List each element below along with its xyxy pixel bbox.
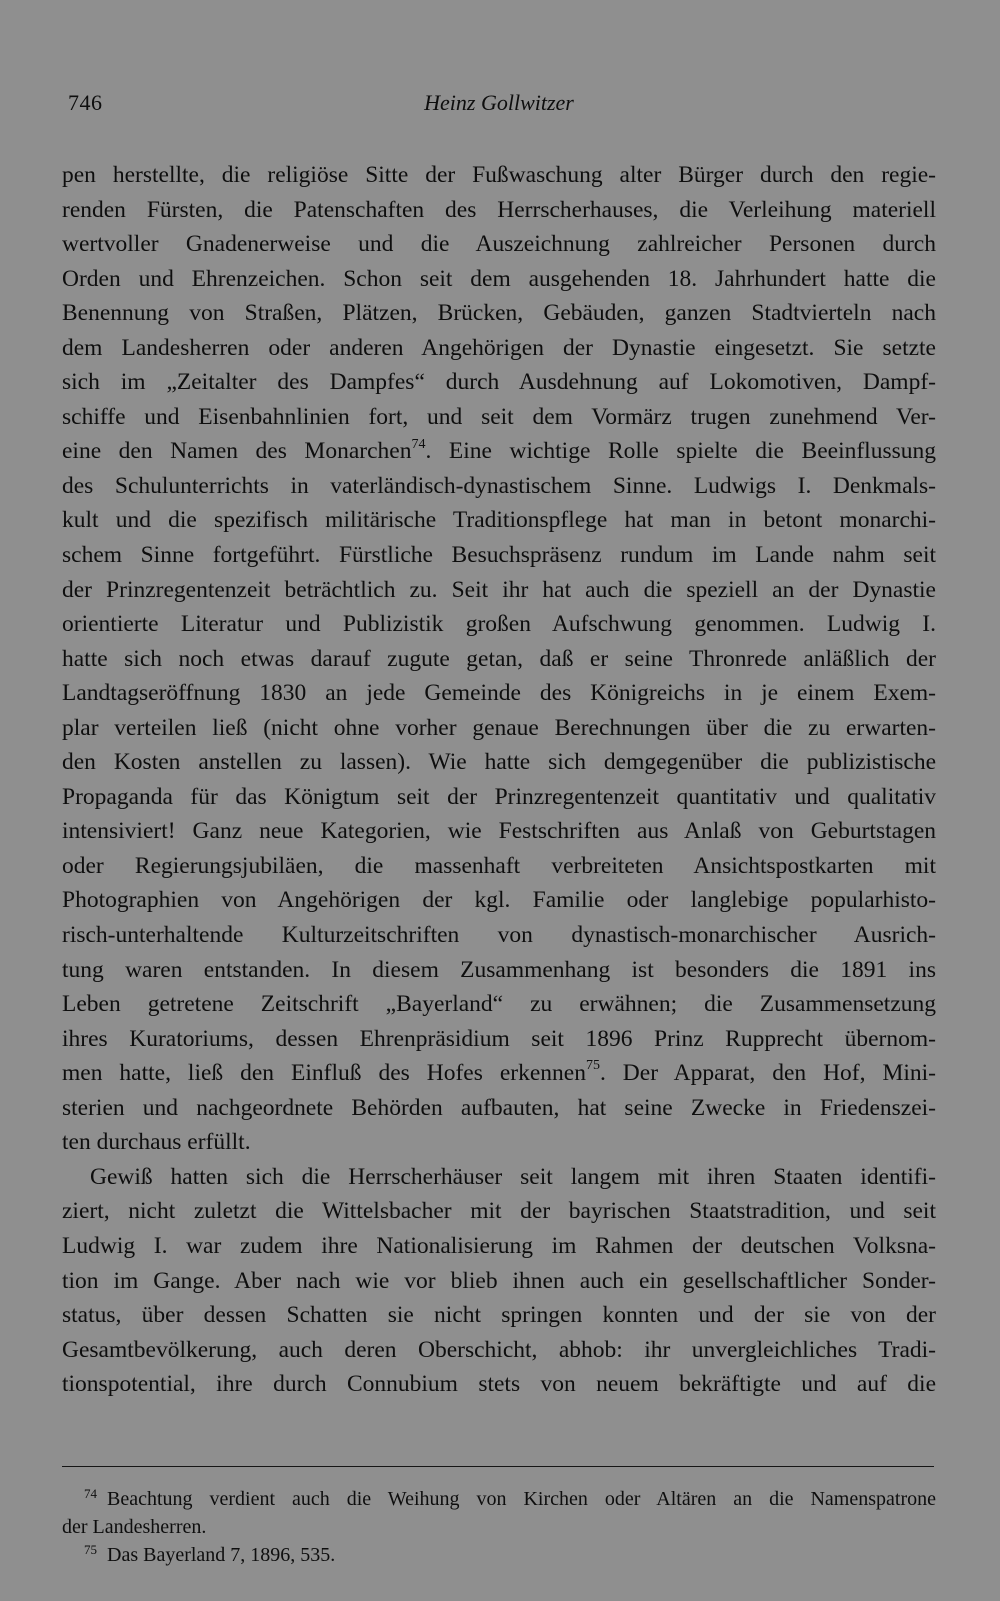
text-line: oder Regierungsjubiläen, die massenhaft verbreiteten Ansichtspostkarten mit — [62, 852, 936, 879]
text-line: renden Fürsten, die Patenschaften des Herrscherhauses, die Verleihung materiell — [62, 196, 936, 223]
text-line: ihres Kuratoriums, dessen Ehrenpräsidium seit 1896 Prinz Rupprecht übernom- — [62, 1025, 936, 1052]
text-line: den Kosten anstellen zu lassen). Wie hatte sich demgegenüber die publizistische — [62, 749, 936, 776]
footnote-75-text: Das Bayerland 7, 1896, 535. — [107, 1544, 336, 1566]
footnote-74-number: 74 — [84, 1486, 97, 1501]
footnote-75 — [62, 1541, 936, 1569]
text-segment: . Der Apparat, den Hof, Mini- — [599, 1060, 936, 1087]
text-line: ziert, nicht zuletzt die Wittelsbacher mit der bayrischen Staatstradition, und seit — [62, 1198, 936, 1225]
text-line: orientierte Literatur und Publizistik großen Aufschwung genommen. Ludwig I. — [62, 611, 936, 638]
footnote-74-text: Beachtung verdient auch die Weihung von Kirchen oder Altären an die Namenspatrone — [107, 1488, 936, 1510]
text-segment: . Eine wichtige Rolle spielte die Beeinflussung — [425, 438, 936, 465]
footnote-75-number: 75 — [84, 1542, 97, 1557]
text-line: Landtagseröffnung 1830 an jede Gemeinde des Königreichs in je einem Exem- — [62, 680, 936, 707]
text-line: status, über dessen Schatten sie nicht springen konnten und der sie von der — [62, 1302, 936, 1329]
text-line: sich im „Zeitalter des Dampfes“ durch Ausdehnung auf Lokomotiven, Dampf- — [62, 369, 936, 396]
footnote-ref-75: 75 — [585, 1058, 600, 1074]
text-line: Photographien von Angehörigen der kgl. Familie oder langlebige popularhisto- — [62, 887, 936, 914]
paragraph-end-line: ten durchaus erfüllt. — [62, 1129, 251, 1156]
text-line: sterien und nachgeordnete Behörden aufbauten, hat seine Zwecke in Friedenszei- — [62, 1094, 936, 1121]
text-line: Orden und Ehrenzeichen. Schon seit dem ausgehenden 18. Jahrhundert hatte die — [62, 265, 936, 292]
text-line: tung waren entstanden. In diesem Zusammenhang ist besonders die 1891 ins — [62, 956, 936, 983]
text-segment: eine den Namen des Monarchen — [62, 438, 412, 465]
page-number: 746 — [68, 90, 103, 115]
running-head-author: Heinz Gollwitzer — [424, 90, 574, 115]
footnotes — [62, 1485, 936, 1569]
text-line: plar verteilen ließ (nicht ohne vorher genaue Berechnungen über die zu erwarten- — [62, 714, 936, 741]
body-text — [62, 158, 936, 1402]
text-line: tionspotential, ihre durch Connubium stets von neuem bekräftigte und auf die — [62, 1371, 936, 1398]
text-line: Gesamtbevölkerung, auch deren Oberschicht, abhob: ihr unvergleichliches Tradi- — [62, 1336, 936, 1363]
text-line: tion im Gange. Aber nach wie vor blieb ihnen auch ein gesellschaftlicher Sonder- — [62, 1267, 936, 1294]
text-line: schiffe und Eisenbahnlinien fort, und seit dem Vormärz trugen zunehmend Ver- — [62, 403, 936, 430]
text-line: der Prinzregentenzeit beträchtlich zu. Seit ihr hat auch die speziell an der Dynastie — [62, 576, 936, 603]
running-head — [62, 90, 936, 122]
paragraph-start-line: Gewiß hatten sich die Herrscherhäuser seit langem mit ihren Staaten identifi- — [90, 1163, 936, 1190]
footnote-74 — [62, 1485, 936, 1513]
text-line: Leben getretene Zeitschrift „Bayerland“ zu erwähnen; die Zusammensetzung — [62, 991, 936, 1018]
text-segment: men hatte, ließ den Einfluß des Hofes erkennen — [62, 1060, 586, 1087]
text-line: dem Landesherren oder anderen Angehörigen der Dynastie eingesetzt. Sie setzte — [62, 334, 936, 361]
text-line: intensiviert! Ganz neue Kategorien, wie Festschriften aus Anlaß von Geburtstagen — [62, 818, 936, 845]
text-line: risch-unterhaltende Kulturzeitschriften von dynastisch-monarchischer Ausrich- — [62, 922, 936, 949]
footnote-divider — [62, 1466, 934, 1467]
text-line: Benennung von Straßen, Plätzen, Brücken, Gebäuden, ganzen Stadtvierteln nach — [62, 300, 936, 327]
text-line: hatte sich noch etwas darauf zugute getan, daß er seine Thronrede anläßlich der — [62, 645, 936, 672]
text-line: pen herstellte, die religiöse Sitte der Fußwaschung alter Bürger durch den regie- — [62, 162, 936, 188]
text-line: schem Sinne fortgeführt. Fürstliche Besuchspräsenz rundum im Lande nahm seit — [62, 542, 936, 569]
footnote-ref-74: 74 — [411, 436, 426, 452]
text-line-with-ref-74 — [62, 434, 936, 469]
text-line: kult und die spezifisch militärische Traditionspflege hat man in betont monarchi- — [62, 507, 936, 534]
footnote-74-continuation: der Landesherren. — [62, 1516, 207, 1538]
text-line: wertvoller Gnadenerweise und die Auszeichnung zahlreicher Personen durch — [62, 231, 936, 258]
text-line-with-ref-75 — [62, 1056, 936, 1091]
text-line: Propaganda für das Königtum seit der Prinzregentenzeit quantitativ und qualitativ — [62, 783, 936, 810]
text-line: des Schulunterrichts in vaterländisch-dynastischem Sinne. Ludwigs I. Denkmals- — [62, 472, 936, 499]
text-line: Ludwig I. war zudem ihre Nationalisierung im Rahmen der deutschen Volksna- — [62, 1232, 936, 1259]
